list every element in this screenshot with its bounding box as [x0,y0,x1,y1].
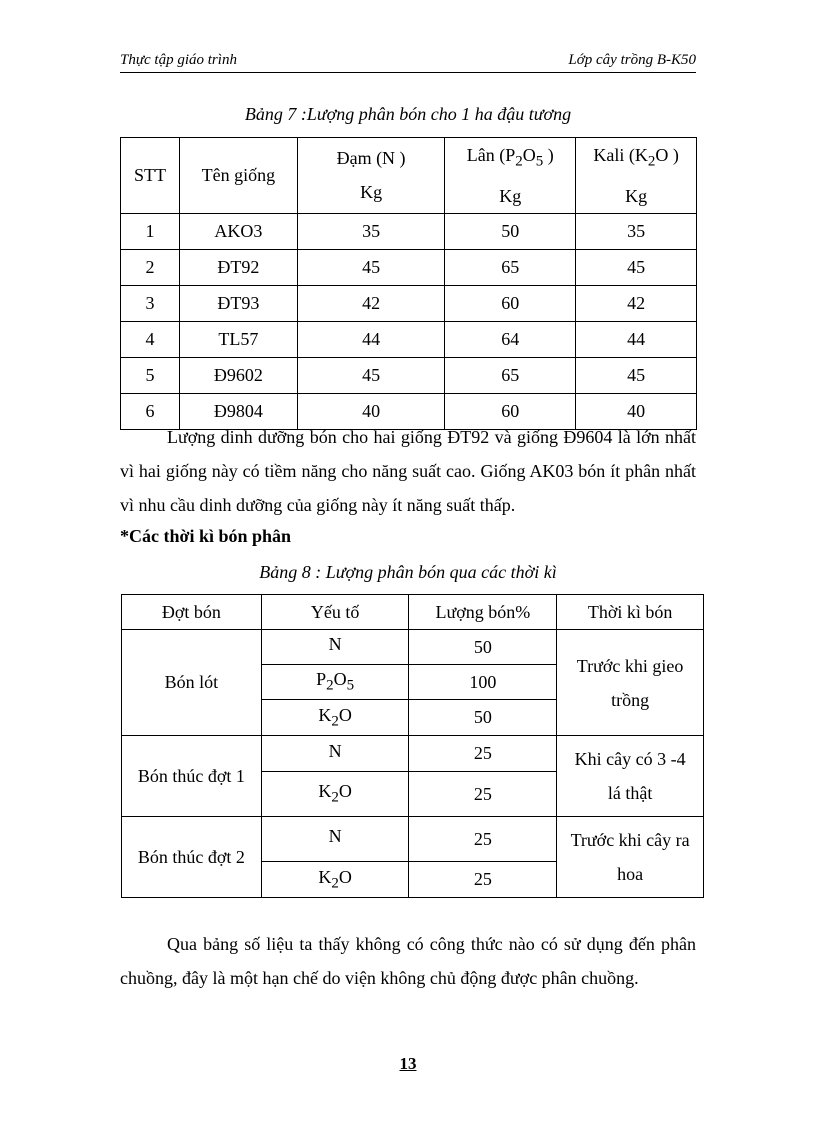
table7-header-lan [445,138,576,214]
table7-body [121,213,697,429]
table8-cell-luong-bon: 25 [409,736,557,772]
thoi-ki-line: Trước khi cây ra [570,830,690,850]
page-header [120,52,696,73]
table8-header-thoi-ki: Thời kì bón [557,595,704,630]
table8-cell-thoi-ki [557,630,704,736]
table8-row [122,630,704,665]
table7-cell-dam: 42 [297,285,445,321]
table8-cell-luong-bon: 50 [409,700,557,736]
table7-header-ten-giong: Tên giống [179,138,297,214]
thoi-ki-line: Khi cây có 3 -4 [574,749,686,769]
table8-cell-dot-bon: Bón thúc đợt 2 [122,817,262,898]
table7-cell-dam: 40 [297,393,445,429]
table8-header-dot-bon: Đợt bón [122,595,262,630]
table8-cell-luong-bon: 25 [409,862,557,898]
table8-cell-luong-bon: 25 [409,772,557,817]
table7-cell-ten-giong: TL57 [179,321,297,357]
table8-cell-thoi-ki [557,817,704,898]
table7-cell-dam: 44 [297,321,445,357]
table8-header-row [122,595,704,630]
table7-row [121,357,697,393]
table7-cell-lan: 60 [445,285,576,321]
table7-cell-ten-giong: ĐT92 [179,249,297,285]
table8-cell-dot-bon: Bón lót [122,630,262,736]
table8-cell-yeu-to: $K_2O$ [261,772,409,817]
table8-header-luong-bon: Lượng bón% [409,595,557,630]
table7-cell-stt: 2 [121,249,180,285]
table7-cell-ten-giong: ĐT93 [179,285,297,321]
table7-cell-lan: 65 [445,249,576,285]
table8-row [122,817,704,862]
table7-cell-kali: 44 [576,321,697,357]
table7-caption: Bảng 7 :Lượng phân bón cho 1 ha đậu tương [244,104,572,124]
table7-cell-lan: 65 [445,357,576,393]
table7-cell-ten-giong: AKO3 [179,213,297,249]
table7-cell-kali: 42 [576,285,697,321]
header-left: Thực tập giáo trình [120,52,237,68]
dam-label: Đạm (N ) [336,148,406,169]
table7-cell-stt: 1 [121,213,180,249]
table7-cell-lan: 50 [445,213,576,249]
table8 [121,594,704,898]
page-number: 13 [399,1054,417,1073]
table7-header-row [121,138,697,214]
table7-cell-stt: 3 [121,285,180,321]
table8-cell-yeu-to: N [261,630,409,665]
table8-cell-yeu-to: $P_2O_5$ [261,665,409,700]
table8-cell-yeu-to: N [261,817,409,862]
table7-header-dam [297,138,445,214]
table8-row [122,736,704,772]
table7-cell-kali: 40 [576,393,697,429]
lan-label: Lân ($P_2O_5$ ) [466,145,554,170]
table8-cell-luong-bon: 25 [409,817,557,862]
table8-cell-yeu-to: N [261,736,409,772]
table7-row [121,321,697,357]
table7-cell-dam: 45 [297,357,445,393]
section-heading: *Các thời kì bón phân [120,526,292,546]
table8-cell-yeu-to: $K_2O$ [261,862,409,898]
table7-header-stt: STT [121,138,180,214]
table7-header-kali [576,138,697,214]
table7-cell-dam: 45 [297,249,445,285]
table7-cell-stt: 4 [121,321,180,357]
dam-unit: Kg [360,182,383,203]
table8-body [122,630,704,898]
table8-header-yeu-to: Yếu tố [261,595,409,630]
table7-cell-kali: 45 [576,249,697,285]
table8-caption: Bảng 8 : Lượng phân bón qua các thời kì [259,562,557,582]
table7-cell-ten-giong: Đ9602 [179,357,297,393]
table8-cell-thoi-ki [557,736,704,817]
table7-cell-kali: 35 [576,213,697,249]
paragraph-2: Qua bảng số liệu ta thấy không có công thức nào có sử dụng đến phân chuồng, đây là một hạn chế do viện không chủ động được phân chuồng. [120,934,696,988]
table7-row [121,285,697,321]
table7-cell-lan: 64 [445,321,576,357]
table7 [120,137,697,430]
table7-cell-stt: 5 [121,357,180,393]
table8-cell-luong-bon: 100 [409,665,557,700]
table7-row [121,213,697,249]
table7-cell-dam: 35 [297,213,445,249]
lan-unit: Kg [499,185,522,206]
table8-cell-luong-bon: 50 [409,630,557,665]
kali-unit: Kg [625,185,648,206]
table7-cell-kali: 45 [576,357,697,393]
thoi-ki-line: trồng [611,689,650,710]
kali-label: Kali ($K_2O$ ) [593,145,679,170]
table8-cell-dot-bon: Bón thúc đợt 1 [122,736,262,817]
thoi-ki-line: hoa [617,864,644,884]
header-right: Lớp cây trồng B-K50 [568,52,696,68]
table7-cell-stt: 6 [121,393,180,429]
table7-row [121,249,697,285]
paragraph-1: Lượng dinh dưỡng bón cho hai giống ĐT92 và giống Đ9604 là lớn nhất vì hai giống này có tiềm năng cho năng suất cao. Giống AK03 bón ít phân nhất vì nhu cầu dinh dưỡng của giống này ít năng suất thấp. [120,427,696,515]
table7-cell-ten-giong: Đ9804 [179,393,297,429]
table8-cell-yeu-to: $K_2O$ [261,700,409,736]
thoi-ki-line: Trước khi gieo [576,655,684,676]
thoi-ki-line: lá thật [607,783,653,803]
table7-cell-lan: 60 [445,393,576,429]
